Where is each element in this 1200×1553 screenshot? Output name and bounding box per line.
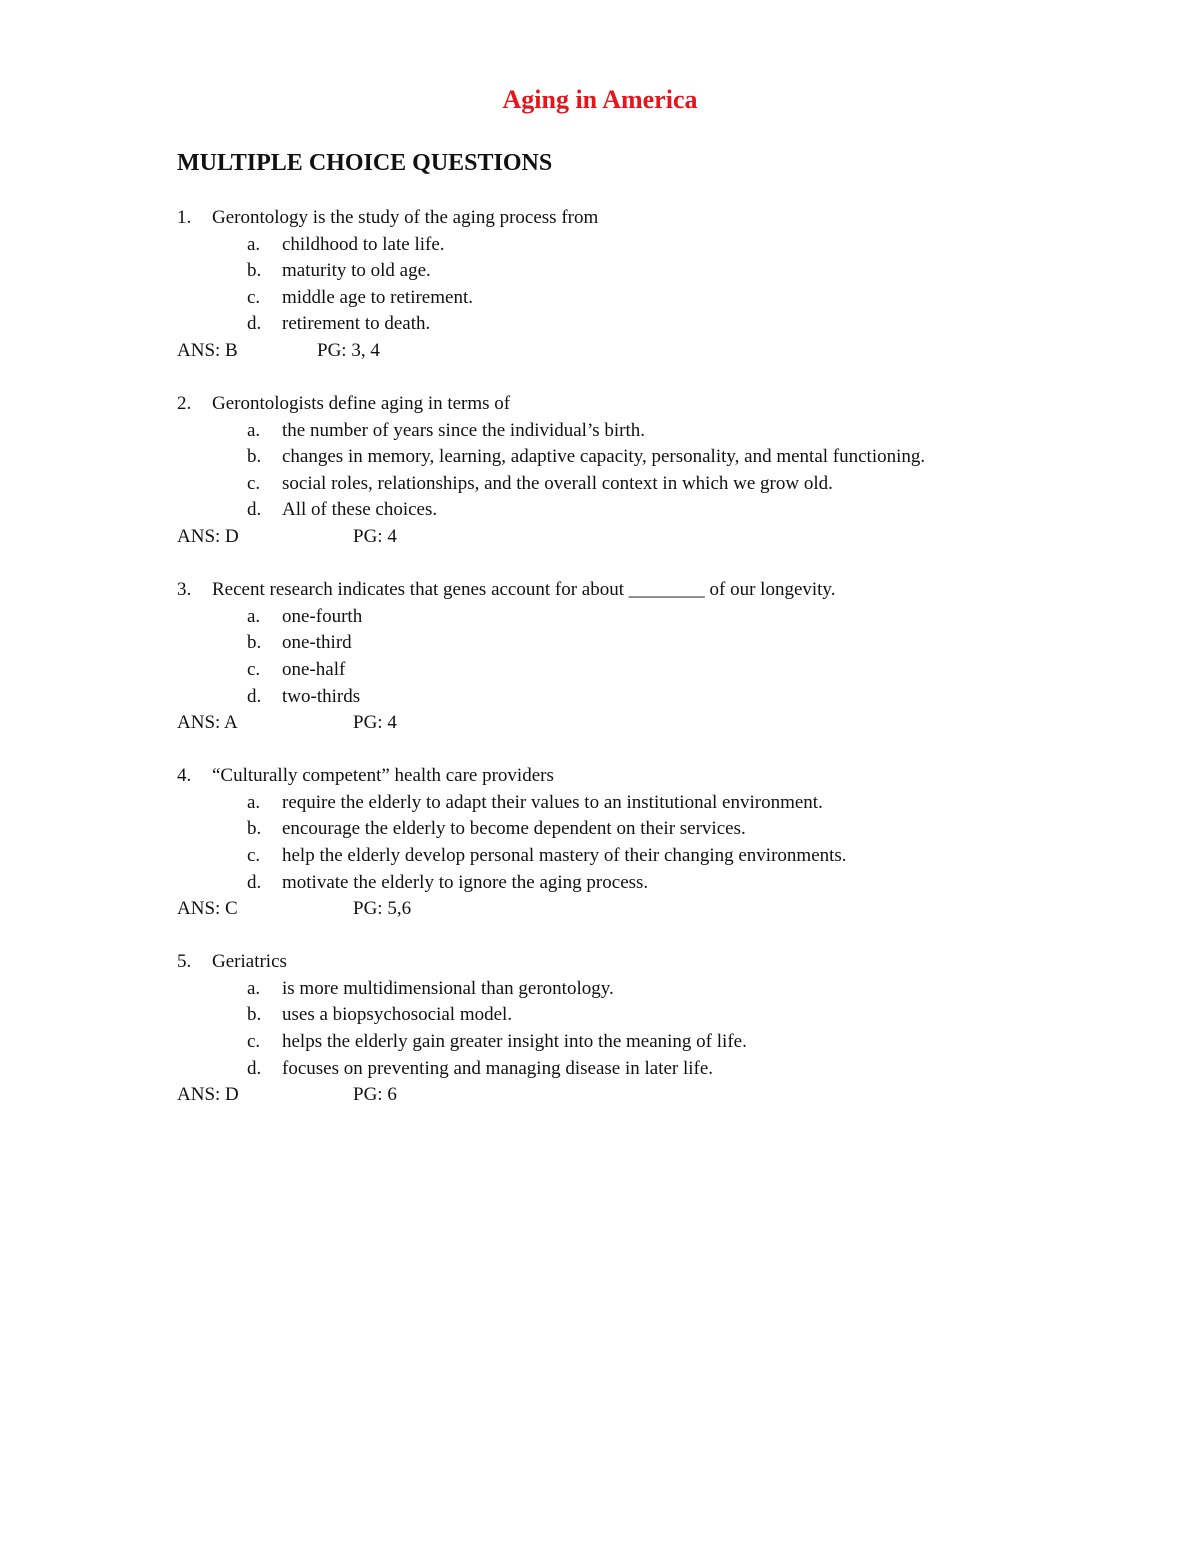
option-a (177, 790, 1157, 817)
option-letter: a. (247, 233, 261, 255)
option-text: the number of years since the individual’s birth. (282, 419, 646, 441)
question-number: 1. (177, 207, 192, 228)
answer-line (177, 524, 1157, 551)
question-1 (177, 205, 1157, 365)
page-reference: PG: 3, 4 (317, 339, 380, 361)
option-a (177, 232, 1157, 259)
option-text: maturity to old age. (282, 260, 431, 282)
option-text: childhood to late life. (282, 233, 445, 255)
option-text: retirement to death. (282, 313, 431, 335)
option-a (177, 976, 1157, 1003)
option-letter: b. (247, 1004, 262, 1026)
option-text: uses a biopsychosocial model. (282, 1004, 513, 1026)
question-stem-line (177, 391, 1157, 418)
option-letter: c. (247, 844, 261, 866)
answer-line (177, 896, 1157, 923)
question-2 (177, 391, 1157, 551)
page-reference: PG: 4 (353, 712, 397, 734)
option-b (177, 1002, 1157, 1029)
option-letter: b. (247, 818, 262, 840)
option-b (177, 816, 1157, 843)
option-letter: d. (247, 871, 262, 893)
answer-key: ANS: D (177, 526, 239, 548)
option-text: help the elderly develop personal mastery of their changing environments. (282, 844, 847, 866)
option-letter: d. (247, 499, 262, 521)
option-text: motivate the elderly to ignore the aging process. (282, 871, 649, 893)
option-text: two-thirds (282, 685, 361, 707)
page-reference: PG: 5,6 (353, 898, 412, 920)
option-b (177, 444, 1157, 471)
option-letter: c. (247, 1031, 261, 1053)
question-5 (177, 949, 1157, 1109)
option-d (177, 870, 1157, 897)
option-c (177, 285, 1157, 312)
option-letter: c. (247, 472, 261, 494)
question-number: 5. (177, 951, 192, 973)
option-text: social roles, relationships, and the overall context in which we grow old. (282, 472, 833, 494)
answer-line (177, 338, 1157, 365)
option-text: one-third (282, 632, 352, 654)
page-reference: PG: 4 (353, 526, 397, 548)
option-letter: a. (247, 977, 261, 999)
option-a (177, 418, 1157, 445)
option-d (177, 1056, 1157, 1083)
answer-line (177, 1082, 1157, 1109)
option-letter: a. (247, 605, 261, 627)
question-stem-line (177, 577, 1157, 604)
option-letter: a. (247, 791, 261, 813)
question-text: Gerontologists define aging in terms of (212, 393, 511, 415)
question-text: Geriatrics (212, 951, 287, 973)
question-number: 2. (177, 393, 192, 415)
option-letter: b. (247, 260, 262, 282)
option-text: middle age to retirement. (282, 286, 473, 308)
option-b (177, 258, 1157, 285)
option-text: require the elderly to adapt their values to an institutional environment. (282, 791, 823, 813)
option-letter: a. (247, 419, 261, 441)
option-text: one-half (282, 658, 346, 680)
option-text: one-fourth (282, 605, 363, 627)
document-title: Aging in America (502, 85, 698, 114)
option-b (177, 630, 1157, 657)
option-letter: d. (247, 685, 262, 707)
option-letter: d. (247, 1057, 262, 1079)
question-stem-line (177, 763, 1157, 790)
option-text: is more multidimensional than gerontology. (282, 977, 614, 999)
option-text: focuses on preventing and managing disease in later life. (282, 1057, 714, 1079)
option-text: helps the elderly gain greater insight into the meaning of life. (282, 1031, 747, 1053)
answer-line (177, 710, 1157, 737)
answer-key: ANS: C (177, 898, 238, 920)
option-a (177, 604, 1157, 631)
option-c (177, 843, 1157, 870)
page-reference: PG: 6 (353, 1084, 397, 1106)
answer-key: ANS: D (177, 1084, 239, 1106)
answer-key: ANS: A (177, 712, 238, 734)
question-text: Gerontology is the study of the aging process from (212, 207, 599, 228)
option-d (177, 311, 1157, 338)
question-3 (177, 577, 1157, 737)
question-text: Recent research indicates that genes account for about ________ of our longevity. (212, 579, 836, 601)
option-letter: c. (247, 286, 261, 308)
option-text: changes in memory, learning, adaptive capacity, personality, and mental functioning. (282, 446, 926, 468)
question-4 (177, 763, 1157, 923)
option-letter: d. (247, 313, 262, 335)
option-c (177, 471, 1157, 498)
option-c (177, 1029, 1157, 1056)
option-d (177, 684, 1157, 711)
option-c (177, 657, 1157, 684)
option-text: encourage the elderly to become dependent on their services. (282, 818, 746, 840)
option-letter: b. (247, 632, 262, 654)
question-number: 3. (177, 579, 192, 601)
option-text: All of these choices. (282, 499, 438, 521)
question-stem-line (177, 949, 1157, 976)
option-letter: c. (247, 658, 261, 680)
section-heading: MULTIPLE CHOICE QUESTIONS (177, 150, 553, 176)
option-letter: b. (247, 446, 262, 468)
question-text: “Culturally competent” health care providers (212, 765, 554, 787)
question-list (177, 205, 1157, 1135)
question-number: 4. (177, 765, 192, 787)
option-d (177, 497, 1157, 524)
question-stem-line (177, 205, 1157, 232)
answer-key: ANS: B (177, 339, 238, 361)
